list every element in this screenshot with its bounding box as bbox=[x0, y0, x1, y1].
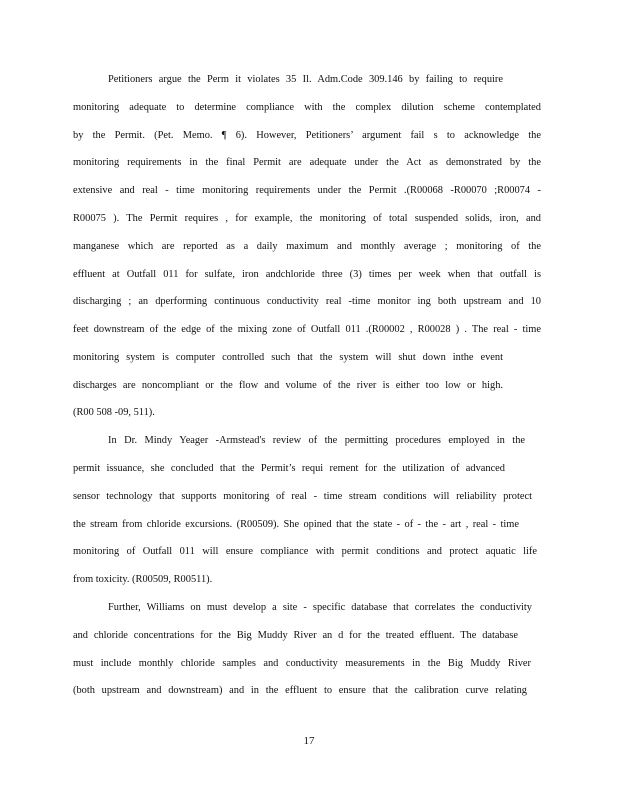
text-line: discharging ; an dperforming continuous conductivity real -time monitor ing both upstream and 10 bbox=[73, 296, 541, 307]
text-line: extensive and real - time monitoring requirements under the Permit .(R00068 -R00070 ;R00074 - bbox=[73, 185, 541, 196]
text-line: monitoring system is computer controlled such that the system will shut down inthe event bbox=[73, 352, 503, 363]
text-line: discharges are noncompliant or the flow and volume of the river is either too low or high. bbox=[73, 380, 503, 391]
text-line: must include monthly chloride samples and conductivity measurements in the Big Muddy River bbox=[73, 658, 531, 669]
page-number: 17 bbox=[303, 735, 315, 747]
text-line: monitoring requirements in the final Permit are adequate under the Act as demonstrated by the bbox=[73, 157, 541, 168]
text-line: by the Permit. (Pet. Memo. ¶ 6). However, Petitioners’ argument fail s to acknowledge the bbox=[73, 130, 541, 141]
text-line: permit issuance, she concluded that the Permit’s requi rement for the utilization of advanced bbox=[73, 463, 505, 474]
text-line: Petitioners argue the Perm it violates 35 Il. Adm.Code 309.146 by failing to require bbox=[108, 74, 503, 85]
text-line: (both upstream and downstream) and in the effluent to ensure that the calibration curve relating bbox=[73, 685, 527, 696]
text-line: In Dr. Mindy Yeager -Armstead's review of the permitting procedures employed in the bbox=[108, 435, 525, 446]
text-line: manganese which are reported as a daily maximum and monthly average ; monitoring of the bbox=[73, 241, 541, 252]
text-line: R00075 ). The Permit requires , for example, the monitoring of total suspended solids, iron, and bbox=[73, 213, 541, 224]
text-line: monitoring adequate to determine compliance with the complex dilution scheme contemplated bbox=[73, 102, 541, 113]
text-line: (R00 508 -09, 511). bbox=[73, 407, 155, 418]
text-line: feet downstream of the edge of the mixing zone of Outfall 011 .(R00002 , R00028 ) . The real - time bbox=[73, 324, 541, 335]
text-line: sensor technology that supports monitoring of real - time stream conditions will reliability protect bbox=[73, 491, 532, 502]
text-line: from toxicity. (R00509, R00511). bbox=[73, 574, 213, 585]
text-line: effluent at Outfall 011 for sulfate, iron andchloride three (3) times per week when that outfall is bbox=[73, 269, 541, 280]
text-line: the stream from chloride excursions. (R00509). She opined that the state - of - the - art , real - time bbox=[73, 519, 519, 530]
text-line: Further, Williams on must develop a site - specific database that correlates the conductivity bbox=[108, 602, 532, 613]
text-line: and chloride concentrations for the Big Muddy River an d for the treated effluent. The database bbox=[73, 630, 518, 641]
text-line: monitoring of Outfall 011 will ensure compliance with permit conditions and protect aquatic life bbox=[73, 546, 537, 557]
